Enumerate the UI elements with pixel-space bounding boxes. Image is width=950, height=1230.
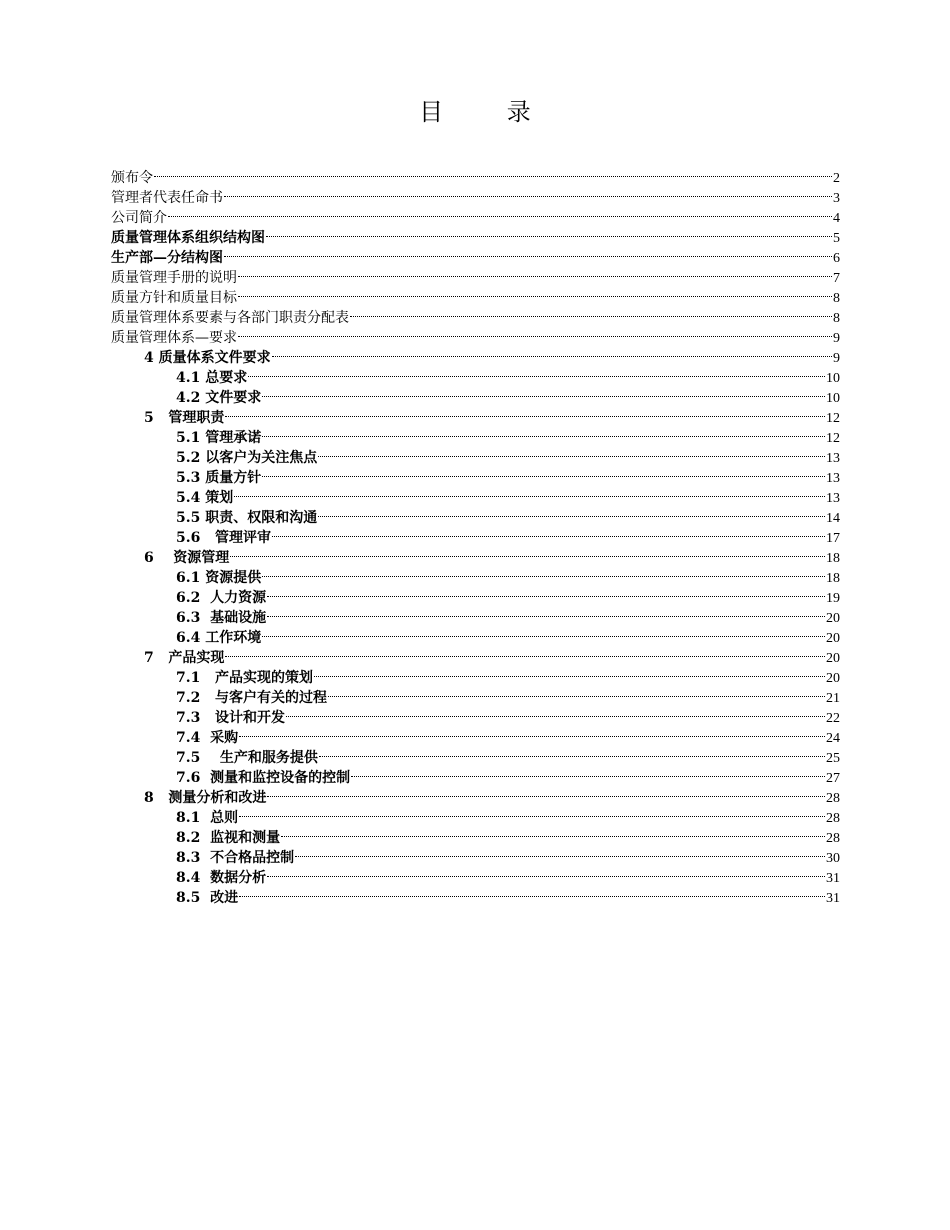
table-of-contents — [111, 162, 840, 906]
toc-entry-page-number: 17 — [826, 531, 840, 546]
toc-entry-label: 5.3 质量方针 — [176, 470, 262, 486]
toc-entry-page-number: 27 — [826, 771, 840, 786]
toc-entry[interactable] — [111, 222, 840, 246]
toc-dot-leader — [350, 302, 832, 322]
toc-dot-leader — [224, 182, 832, 202]
toc-entry-label: 5.6 管理评审 — [176, 530, 271, 546]
toc-entry-page-number: 5 — [833, 231, 840, 246]
toc-entry-label: 7.1 产品实现的策划 — [176, 670, 313, 686]
toc-dot-leader — [238, 322, 832, 342]
toc-entry-label: 4.2 文件要求 — [176, 390, 262, 406]
toc-dot-leader — [267, 602, 825, 622]
toc-entry-page-number: 18 — [826, 571, 840, 586]
toc-entry-page-number: 10 — [826, 391, 840, 406]
toc-dot-leader — [281, 822, 825, 842]
toc-entry-page-number: 12 — [826, 411, 840, 426]
toc-entry-page-number: 9 — [833, 331, 840, 346]
toc-dot-leader — [267, 862, 825, 882]
toc-entry[interactable] — [111, 162, 840, 186]
toc-dot-leader — [168, 202, 832, 222]
toc-entry-page-number: 28 — [826, 811, 840, 826]
toc-dot-leader — [230, 542, 825, 562]
toc-dot-leader — [262, 382, 825, 402]
toc-entry-label: 7 产品实现 — [144, 650, 225, 666]
toc-entry-page-number: 13 — [826, 471, 840, 486]
toc-dot-leader — [225, 402, 825, 422]
toc-entry-page-number: 31 — [826, 871, 840, 886]
toc-entry-label: 颁布令 — [111, 170, 153, 186]
toc-entry-page-number: 28 — [826, 831, 840, 846]
toc-dot-leader — [262, 622, 825, 642]
toc-entry-label: 质量管理体系要素与各部门职责分配表 — [111, 310, 349, 326]
toc-entry-page-number: 20 — [826, 631, 840, 646]
toc-entry-label: 5.2 以客户为关注焦点 — [176, 450, 318, 466]
toc-entry-label: 4.1 总要求 — [176, 370, 248, 386]
toc-entry-label: 7.2 与客户有关的过程 — [176, 690, 327, 706]
toc-entry-page-number: 28 — [826, 791, 840, 806]
toc-entry-label: 8.3 不合格品控制 — [176, 850, 295, 866]
toc-entry-page-number: 6 — [833, 251, 840, 266]
toc-dot-leader — [318, 442, 825, 462]
toc-dot-leader — [262, 562, 825, 582]
toc-entry-page-number: 8 — [833, 291, 840, 306]
toc-entry[interactable] — [111, 202, 840, 226]
toc-entry-label: 7.5 生产和服务提供 — [176, 750, 318, 766]
toc-entry-label: 8.5 改进 — [176, 890, 239, 906]
toc-dot-leader — [318, 502, 825, 522]
toc-entry-page-number: 20 — [826, 611, 840, 626]
toc-dot-leader — [238, 262, 832, 282]
toc-dot-leader — [262, 422, 825, 442]
toc-dot-leader — [239, 722, 825, 742]
toc-dot-leader — [234, 482, 825, 502]
toc-entry[interactable] — [111, 182, 840, 206]
toc-entry-page-number: 4 — [833, 211, 840, 226]
toc-dot-leader — [314, 662, 825, 682]
toc-dot-leader — [239, 882, 825, 902]
toc-entry-page-number: 31 — [826, 891, 840, 906]
toc-entry-label: 质量方针和质量目标 — [111, 290, 237, 306]
toc-entry-label: 管理者代表任命书 — [111, 190, 223, 206]
toc-entry-page-number: 21 — [826, 691, 840, 706]
toc-dot-leader — [272, 342, 832, 362]
page-title: 目 录 — [419, 98, 559, 126]
toc-entry-page-number: 14 — [826, 511, 840, 526]
toc-entry-page-number: 25 — [826, 751, 840, 766]
toc-entry-label: 5 管理职责 — [144, 410, 225, 426]
toc-entry-page-number: 8 — [833, 311, 840, 326]
toc-dot-leader — [239, 802, 825, 822]
toc-entry-label: 6.4 工作环境 — [176, 630, 262, 646]
toc-entry-label: 质量管理体系组织结构图 — [111, 230, 265, 246]
toc-entry-page-number: 22 — [826, 711, 840, 726]
toc-entry-page-number: 18 — [826, 551, 840, 566]
toc-dot-leader — [272, 522, 825, 542]
toc-entry-page-number: 7 — [833, 271, 840, 286]
toc-dot-leader — [225, 642, 825, 662]
toc-entry-label: 6.3 基础设施 — [176, 610, 267, 626]
toc-entry-page-number: 12 — [826, 431, 840, 446]
toc-dot-leader — [266, 222, 832, 242]
toc-entry-page-number: 24 — [826, 731, 840, 746]
toc-dot-leader — [319, 742, 825, 762]
toc-entry-page-number: 13 — [826, 491, 840, 506]
toc-entry-label: 4 质量体系文件要求 — [144, 350, 271, 366]
toc-entry-page-number: 20 — [826, 671, 840, 686]
toc-entry-label: 8.1 总则 — [176, 810, 239, 826]
toc-entry-page-number: 10 — [826, 371, 840, 386]
toc-entry-label: 8.4 数据分析 — [176, 870, 267, 886]
toc-entry-label: 5.5 职责、权限和沟通 — [176, 510, 318, 526]
toc-entry-page-number: 2 — [833, 171, 840, 186]
toc-dot-leader — [267, 782, 825, 802]
toc-entry-label: 质量管理手册的说明 — [111, 270, 237, 286]
toc-entry-label: 7.6 测量和监控设备的控制 — [176, 770, 351, 786]
toc-entry-page-number: 20 — [826, 651, 840, 666]
toc-dot-leader — [154, 162, 832, 182]
toc-entry-page-number: 9 — [833, 351, 840, 366]
toc-entry-label: 6 资源管理 — [144, 550, 230, 566]
toc-entry-label: 5.1 管理承诺 — [176, 430, 262, 446]
toc-entry-page-number: 13 — [826, 451, 840, 466]
toc-dot-leader — [267, 582, 825, 602]
toc-entry-page-number: 30 — [826, 851, 840, 866]
toc-dot-leader — [295, 842, 825, 862]
toc-dot-leader — [328, 682, 825, 702]
toc-entry-label: 6.2 人力资源 — [176, 590, 267, 606]
toc-entry-label: 公司简介 — [111, 210, 167, 226]
toc-entry-label: 7.4 采购 — [176, 730, 239, 746]
toc-entry-label: 生产部—分结构图 — [111, 250, 223, 266]
toc-entry-label: 8 测量分析和改进 — [144, 790, 267, 806]
toc-dot-leader — [286, 702, 825, 722]
toc-entry-label: 8.2 监视和测量 — [176, 830, 281, 846]
toc-entry-label: 质量管理体系—要求 — [111, 330, 237, 346]
toc-entry-label: 7.3 设计和开发 — [176, 710, 285, 726]
toc-dot-leader — [351, 762, 825, 782]
toc-entry-page-number: 19 — [826, 591, 840, 606]
toc-entry-page-number: 3 — [833, 191, 840, 206]
toc-dot-leader — [224, 242, 832, 262]
toc-entry-label: 5.4 策划 — [176, 490, 234, 506]
toc-dot-leader — [238, 282, 832, 302]
toc-dot-leader — [248, 362, 825, 382]
toc-dot-leader — [262, 462, 825, 482]
toc-entry-label: 6.1 资源提供 — [176, 570, 262, 586]
